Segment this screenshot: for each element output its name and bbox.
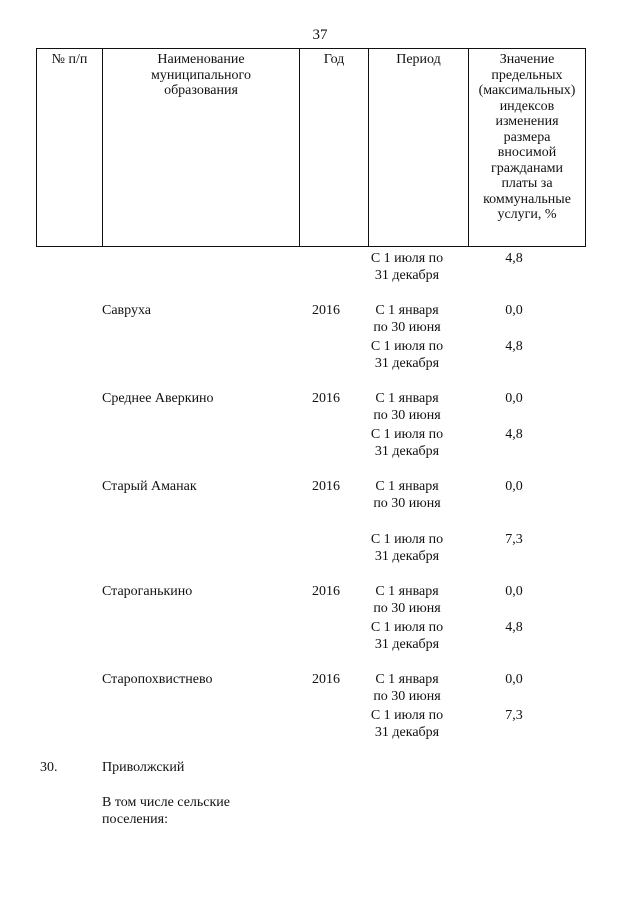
row-value-1: 0,0: [505, 479, 523, 494]
row-name: Старый Аманак: [102, 479, 197, 494]
row-value-2: 4,8: [505, 339, 523, 354]
row-period-1: [357, 583, 457, 617]
header-value: [469, 49, 586, 247]
cont-period: [357, 250, 457, 284]
header-name-text: Наименование муниципального образования: [151, 52, 251, 98]
period-text: С 1 января по 30 июня: [373, 391, 441, 423]
row-name: Савруха: [102, 303, 152, 318]
row-period-1: [357, 302, 457, 336]
header-value-text: Значение предельных (максимальных) индексов изменения размера вносимой гражданами платы за коммунальные услуги, %: [478, 52, 576, 222]
row-period-2: [357, 619, 457, 653]
period-text: С 1 января по 30 июня: [373, 303, 441, 335]
period-text: С 1 июля по 31 декабря: [370, 427, 444, 459]
row-value-2: 7,3: [505, 708, 523, 723]
period-text: С 1 июля по 31 декабря: [370, 708, 444, 740]
period-text: С 1 января по 30 июня: [373, 584, 441, 616]
row-value-1: 0,0: [505, 391, 523, 406]
header-year: Год: [300, 49, 369, 247]
row-period-2: [357, 338, 457, 372]
row-value-2: 4,8: [505, 427, 523, 442]
row-value-1: 0,0: [505, 584, 523, 599]
section-note: В том числе сельские поселения:: [102, 795, 231, 827]
row-year: 2016: [312, 584, 340, 599]
table-header: [36, 48, 586, 247]
row-value-1: 0,0: [505, 303, 523, 318]
section-name: Приволжский: [102, 760, 185, 775]
row-period-1: [357, 478, 457, 512]
row-period-2: [357, 531, 457, 565]
row-period-2: [357, 426, 457, 460]
row-name: Староганькино: [102, 584, 193, 599]
section-number: 30.: [40, 760, 58, 775]
period-text: С 1 июля по 31 декабря: [370, 532, 444, 564]
page-number: 37: [312, 27, 328, 43]
row-value-1: 0,0: [505, 672, 523, 687]
header-name: [103, 49, 300, 247]
row-name: Среднее Аверкино: [102, 391, 214, 406]
period-text: С 1 июля по 31 декабря: [370, 339, 444, 371]
period-text: С 1 января по 30 июня: [373, 479, 441, 511]
row-name: Старопохвистнево: [102, 672, 213, 687]
row-period-1: [357, 390, 457, 424]
row-period-2: [357, 707, 457, 741]
period-text: С 1 января по 30 июня: [373, 672, 441, 704]
header-num: № п/п: [37, 49, 103, 247]
period-text: С 1 июля по 31 декабря: [370, 620, 444, 652]
row-year: 2016: [312, 303, 340, 318]
row-year: 2016: [312, 672, 340, 687]
header-period: Период: [369, 49, 469, 247]
row-period-1: [357, 671, 457, 705]
row-year: 2016: [312, 479, 340, 494]
cont-period-text: С 1 июля по 31 декабря: [370, 251, 444, 283]
row-value-2: 4,8: [505, 620, 523, 635]
row-year: 2016: [312, 391, 340, 406]
row-value-2: 7,3: [505, 532, 523, 547]
cont-value: 4,8: [505, 251, 523, 266]
